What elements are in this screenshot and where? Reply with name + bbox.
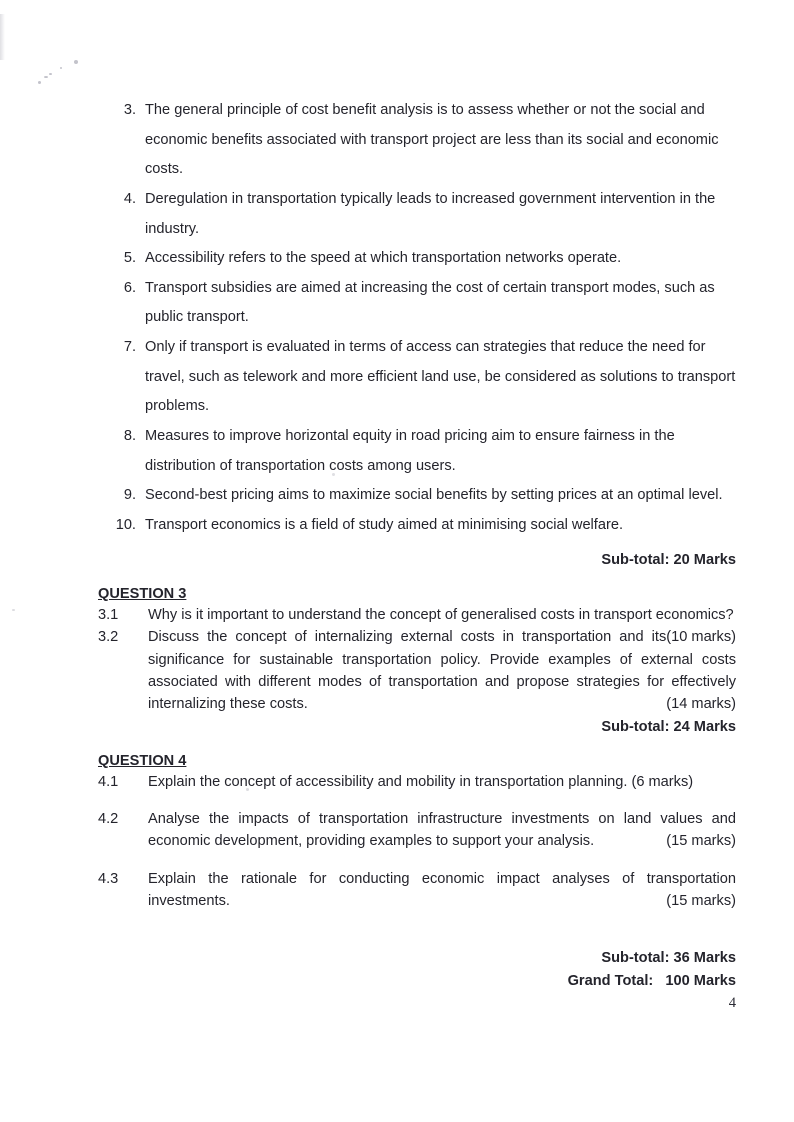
sub-question-body: Analyse the impacts of transportation infrastructure investments on land values and economic development, providing examples to support your analysis. — [148, 811, 736, 850]
sub-question-body: Why is it important to understand the concept of generalised costs in transport economics? — [148, 607, 734, 624]
sub-question-text — [148, 626, 736, 715]
scan-speck — [49, 73, 52, 75]
list-item — [98, 185, 736, 244]
sub-question-body: Discuss the concept of internalizing external costs in transportation and its significance for sustainable transportation policy. Provide examples of external costs associated with different modes of transportation and propose strategies for effectively internalizing these costs. — [148, 629, 736, 712]
marks-allocation: (15 marks) — [666, 892, 736, 909]
subtotal-question4: Sub-total: 36 Marks — [601, 949, 736, 966]
list-item — [98, 274, 736, 333]
page-content — [98, 96, 736, 993]
sub-question-4-2 — [98, 808, 736, 852]
question-4-heading: QUESTION 4 — [98, 753, 187, 770]
scan-speck — [74, 60, 78, 64]
list-item — [98, 481, 736, 511]
list-item-text: Deregulation in transportation typically leads to increased government intervention in the industry. — [145, 190, 716, 237]
marks-allocation: (15 marks) — [666, 833, 736, 850]
sub-question-4-3 — [98, 868, 736, 912]
sub-question-text — [148, 808, 736, 852]
sub-question-4-1 — [98, 771, 736, 793]
list-item — [98, 422, 736, 481]
list-item-number: 3. — [123, 102, 136, 118]
list-item-number: 8. — [123, 427, 136, 444]
scan-speck — [60, 67, 62, 69]
sub-question-text — [148, 604, 736, 646]
list-item-number: 5. — [123, 250, 136, 267]
list-item — [98, 96, 736, 185]
list-item-text: Accessibility refers to the speed at which transportation networks operate. — [145, 250, 622, 267]
true-false-statement-list — [98, 96, 736, 540]
list-item — [98, 244, 736, 274]
sub-question-text: Explain the concept of accessibility and mobility in transportation planning. (6 marks) — [148, 774, 694, 791]
list-item-number: 4. — [123, 190, 136, 207]
scan-speck — [12, 609, 15, 611]
subtotal-question3: Sub-total: 24 Marks — [601, 719, 736, 736]
list-item — [98, 511, 736, 541]
marks-allocation: (10 marks) — [666, 629, 736, 646]
grand-total: Grand Total: 100 Marks — [567, 972, 736, 989]
list-item — [98, 333, 736, 422]
list-item-number: 6. — [123, 279, 136, 296]
scan-speck — [44, 76, 48, 78]
list-item-text: Transport subsidies are aimed at increasing the cost of certain transport modes, such as public transport. — [145, 279, 715, 326]
list-item-text: Measures to improve horizontal equity in road pricing aim to ensure fairness in the distribution of transportation costs among users. — [145, 427, 675, 474]
list-item-text: The general principle of cost benefit analysis is to assess whether or not the social and economic benefits associated with transport project are less than its social and economic costs. — [145, 102, 719, 178]
list-item-text: Transport economics is a field of study aimed at minimising social welfare. — [145, 516, 624, 533]
list-item-text: Second-best pricing aims to maximize social benefits by setting prices at an optimal level. — [145, 487, 723, 504]
list-item-number: 9. — [123, 487, 136, 504]
list-item-number: 7. — [123, 339, 136, 355]
sub-question-3-2 — [98, 626, 736, 715]
list-item-number: 10. — [115, 516, 136, 533]
scan-speck — [38, 81, 41, 84]
page-number: 4 — [728, 995, 736, 1011]
sub-question-number: 4.3 — [98, 870, 119, 887]
question-3-heading: QUESTION 3 — [98, 586, 187, 603]
sub-question-number: 3.2 — [98, 629, 119, 646]
page-edge-shadow — [0, 14, 5, 60]
sub-question-number: 4.1 — [98, 774, 119, 791]
subtotal-section2: Sub-total: 20 Marks — [601, 552, 736, 569]
marks-allocation: (14 marks) — [666, 695, 736, 712]
sub-question-body: Explain the rationale for conducting economic impact analyses of transportation investments. — [148, 870, 736, 909]
sub-question-number: 4.2 — [98, 811, 119, 828]
sub-question-text — [148, 868, 736, 912]
list-item-text: Only if transport is evaluated in terms of access can strategies that reduce the need for travel, such as telework and more efficient land use, be considered as solutions to transport problems. — [145, 339, 736, 415]
sub-question-number: 3.1 — [98, 607, 119, 624]
